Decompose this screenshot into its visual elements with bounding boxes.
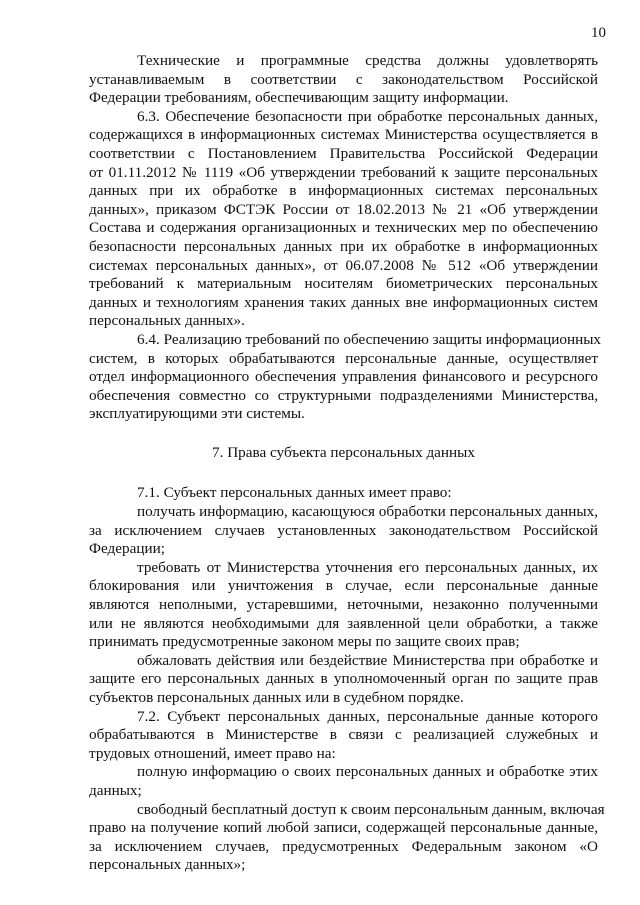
section-heading <box>89 444 598 463</box>
text-line: или не являются необходимыми для заявленной цели обработки, а также <box>89 614 598 632</box>
text-line: Федерации; <box>89 540 165 558</box>
paragraph-p-tech-means <box>89 52 598 108</box>
text-line: 7.1. Субъект персональных данных имеет право: <box>137 484 452 502</box>
paragraph-p-6-4 <box>89 330 602 424</box>
text-line: получать информацию, касающуюся обработки персональных данных, <box>137 503 598 521</box>
text-line: являются неполными, устаревшими, неточными, незаконно полученными <box>89 596 598 614</box>
text-line: обжаловать действия или бездействие Министерства при обработке и <box>137 651 598 669</box>
paragraph-p-7-1-c <box>89 652 598 708</box>
text-line: 7.2. Субъект персональных данных, персональные данные которого <box>137 707 598 725</box>
paragraph-p-6-3 <box>89 108 598 331</box>
text-line: обеспечения совместно со структурными подразделениями Министерства, <box>89 386 598 404</box>
text-line: данных и технологиям хранения таких данных вне информационных систем <box>89 293 598 311</box>
text-line: отдел информационного обеспечения управления финансового и ресурсного <box>89 368 598 386</box>
text-line: свободный бесплатный доступ к своим персональным данным, включая <box>137 800 605 818</box>
paragraphs-before-heading <box>89 52 602 424</box>
paragraph-p-7-2 <box>89 708 598 764</box>
text-line: содержащихся в информационных системах Министерства осуществляется в <box>89 126 598 144</box>
text-line: безопасности персональных данных при их обработке в информационных <box>89 237 598 255</box>
text-line: Технические и программные средства должны удовлетворять <box>137 52 598 69</box>
document-body <box>89 52 605 875</box>
text-line: трудовых отношений, имеет право на: <box>89 744 336 762</box>
paragraphs-after-heading <box>89 484 605 874</box>
text-line: защите его персональных данных в уполномоченный орган по защите прав <box>89 670 598 688</box>
paragraph-p-7-2-b <box>89 800 605 875</box>
text-line: требований к материальным носителям биометрических персональных <box>89 275 598 293</box>
text-line: полную информацию о своих персональных данных и обработке этих <box>137 763 598 781</box>
text-line: эксплуатирующими эти системы. <box>89 405 305 423</box>
text-line: 6.4. Реализацию требований по обеспечению защиты информационных <box>137 330 602 348</box>
text-line: требовать от Министерства уточнения его персональных данных, их <box>137 558 598 576</box>
text-line: за исключением случаев, предусмотренных Федеральным законом «О <box>89 837 598 855</box>
text-line: блокирования или уничтожения в случае, если персональные данные <box>89 577 598 595</box>
text-line: принимать предусмотренные законом меры по защите своих прав; <box>89 633 520 651</box>
text-line: систем, в которых обрабатываются персональные данные, осуществляет <box>89 349 598 367</box>
text-line: персональных данных»; <box>89 856 246 874</box>
text-line: данных; <box>89 781 142 799</box>
text-line: данных», приказом ФСТЭК России от 18.02.2013 № 21 «Об утверждении <box>89 200 598 218</box>
page-number: 10 <box>591 25 606 41</box>
paragraph-p-7-2-a <box>89 763 598 800</box>
paragraph-p-7-1 <box>89 484 598 503</box>
text-line: 6.3. Обеспечение безопасности при обработке персональных данных, <box>137 107 598 125</box>
text-line: соответствии с Постановлением Правительства Российской Федерации <box>89 144 598 162</box>
text-line: Состава и содержания организационных и технических мер по обеспечению <box>89 219 598 237</box>
text-line: обрабатываются в Министерстве в связи с реализацией служебных и <box>89 726 598 744</box>
text-line: данных при их обработке в информационных системах персональных <box>89 182 598 200</box>
paragraph-p-7-1-a <box>89 503 598 559</box>
text-line: Федерации требованиям, обеспечивающим защиту информации. <box>89 89 509 107</box>
text-line: системах персональных данных», от 06.07.2008 № 512 «Об утверждении <box>89 256 598 274</box>
paragraph-p-7-1-b <box>89 559 598 652</box>
text-line: за исключением случаев установленных законодательством Российской <box>89 521 598 539</box>
text-line: от 01.11.2012 № 1119 «Об утверждении требований к защите персональных <box>89 163 598 181</box>
text-line: персональных данных». <box>89 312 245 330</box>
text-line: устанавливаемым в соответствии с законодательством Российской <box>89 70 598 88</box>
text-line: право на получение копий любой записи, содержащей персональные данные, <box>89 819 598 837</box>
section-heading-text: 7. Права субъекта персональных данных <box>212 443 475 461</box>
text-line: субъектов персональных данных или в судебном порядке. <box>89 689 464 706</box>
